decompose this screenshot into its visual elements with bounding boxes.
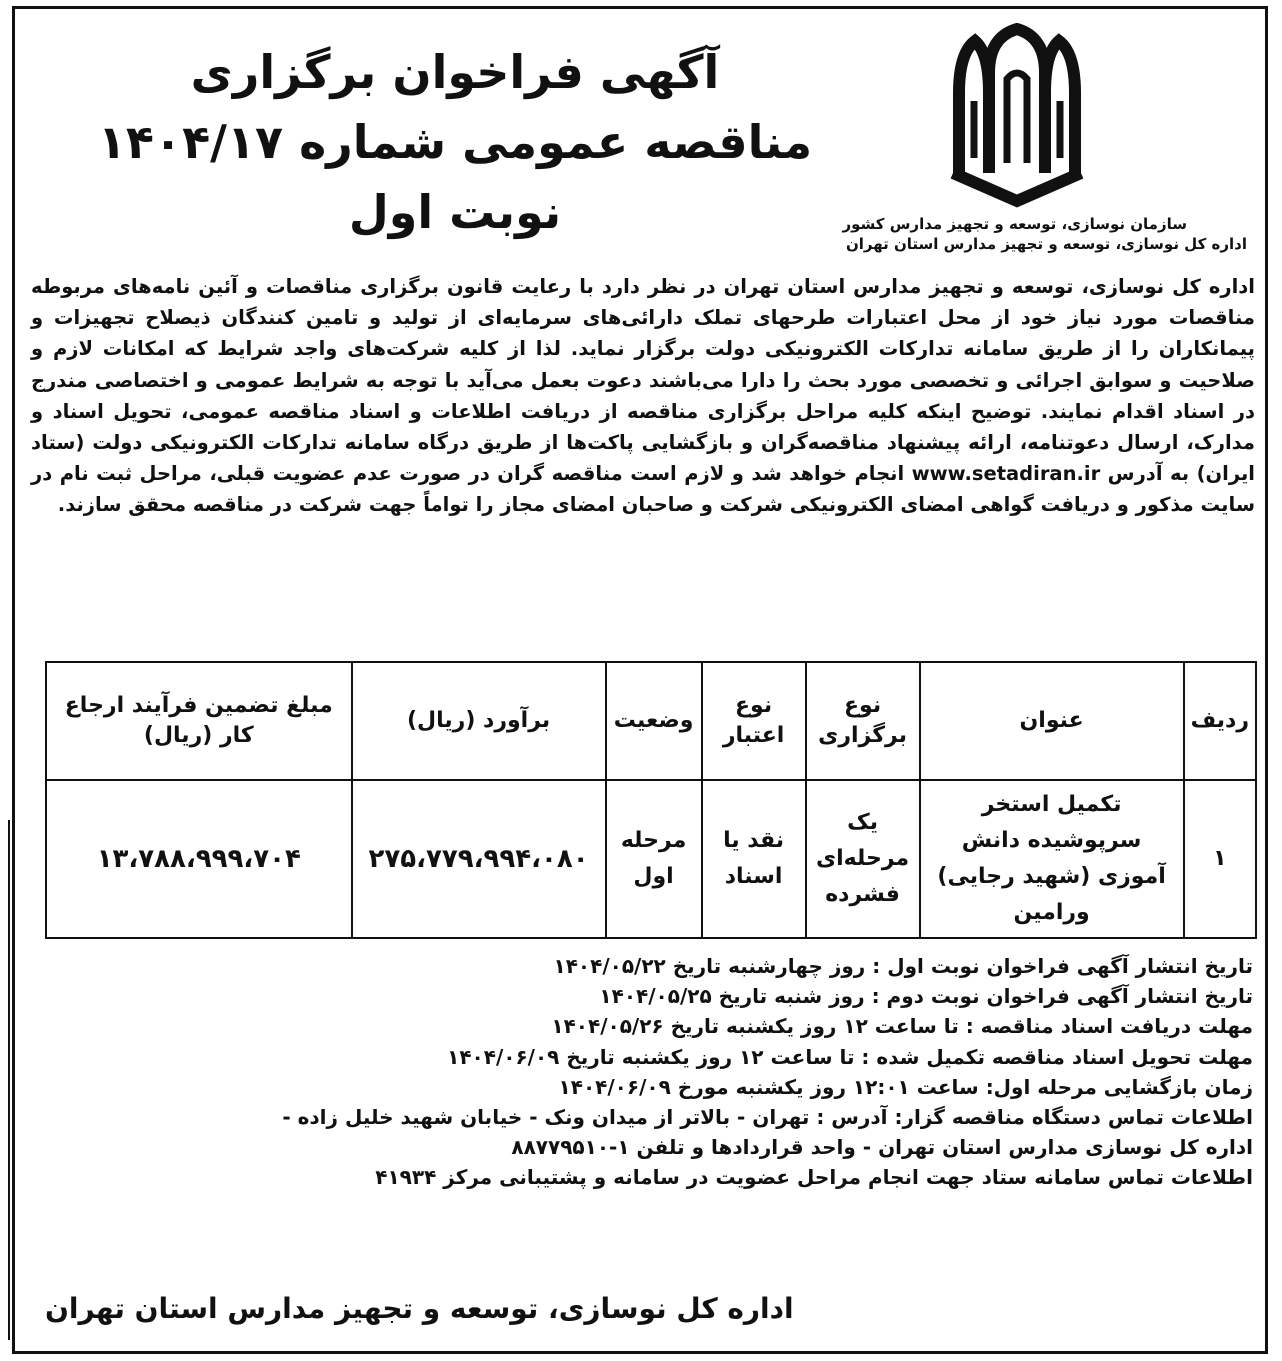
school-renovation-logo-icon — [947, 23, 1087, 208]
second-publication-date: تاریخ انتشار آگهی فراخوان نوبت دوم : روز شنبه تاریخ ۱۴۰۴/۰۵/۲۵ — [599, 984, 1253, 1009]
body-paragraph-part-2: انجام خواهد شد و لازم است مناقصه گران در صورت عدم عضویت قبلی، مراحل ثبت نام در سایت مذکور و دریافت گواهی امضای الکترونیکی شرکت و صاحبان امضای مجاز را تواماً جهت شرکت در مناقصه محقق سازند. — [31, 462, 1255, 517]
notice-body — [31, 271, 1255, 521]
title-line-2: مناقصه عمومی شماره ۱۴۰۴/۱۷ — [97, 115, 813, 169]
title-line-3: نوبت اول — [348, 185, 562, 239]
table-row — [46, 780, 1256, 938]
cell-status: مرحله اول — [606, 780, 702, 938]
org-name-provincial: اداره کل نوسازی، توسعه و تجهیز مدارس استان تهران — [845, 235, 1247, 253]
header-status: وضعیت — [606, 662, 702, 780]
setad-support-contact: اطلاعات تماس سامانه ستاد جهت انجام مراحل عضویت در سامانه و پشتیبانی مرکز ۴۱۹۳۴ — [375, 1165, 1253, 1190]
header-guarantee: مبلغ تضمین فرآیند ارجاع کار (ریال) — [46, 662, 352, 780]
org-name-national: سازمان نوسازی، توسعه و تجهیز مدارس کشور — [842, 215, 1187, 233]
cell-guarantee: ۱۳،۷۸۸،۹۹۹،۷۰۴ — [46, 780, 352, 938]
organization-block — [842, 23, 1247, 254]
body-paragraph-part-1: اداره کل نوسازی، توسعه و تجهیز مدارس استان تهران در نظر دارد با رعایت قانون برگزاری مناقصات و آئین نامه‌های مربوطه مناقصات مورد نیاز خود از محل اعتبارات طرحهای تملک دارائی‌های سرمایه‌ای از تولید و تامین کنندگان ذیصلاح تجهیزات و پیمانکاران را از طریق سامانه تدارکات الکترونیکی دولت برگزار نماید. لذا از کلیه شرکت‌های واجد شرایط که امکانات لازم و صلاحیت و سوابق اجرائی و تخصصی مورد بحث را دارا می‌باشند دعوت بعمل می‌آید با توجه به شرایط عمومی و اختصاصی مندرج در اسناد اقدام نمایند. توضیح اینکه کلیه مراحل برگزاری مناقصه از دریافت اطلاعات و اسناد مناقصه عمومی، تحویل اسناد و مدارک، ارسال دعوتنامه، ارائه پیشنهاد مناقصه‌گران و بازگشایی پاکت‌ها از طریق درگاه سامانه تدارکات الکترونیکی دولت (ستاد ایران) به آدرس — [31, 275, 1255, 486]
notice-frame — [12, 6, 1268, 1354]
header-method: نوع برگزاری — [806, 662, 920, 780]
notice-header — [15, 9, 1265, 267]
opening-time: زمان بازگشایی مرحله اول: ساعت ۱۲:۰۱ روز یکشنبه مورخ ۱۴۰۴/۰۶/۰۹ — [558, 1074, 1253, 1099]
cell-estimate: ۲۷۵،۷۷۹،۹۹۴،۰۸۰ — [352, 780, 606, 938]
footer-signature-block — [45, 1289, 1235, 1329]
cell-row-no: ۱ — [1184, 780, 1256, 938]
contact-phone: اداره کل نوسازی مدارس استان تهران - واحد قراردادها و تلفن ۱-۸۸۷۷۹۵۱۰ — [511, 1135, 1253, 1160]
tender-table — [45, 661, 1257, 939]
title-line-1: آگهی فراخوان برگزاری — [190, 45, 720, 99]
documents-receipt-deadline: مهلت دریافت اسناد مناقصه : تا ساعت ۱۲ روز یکشنبه تاریخ ۱۴۰۴/۰۵/۲۶ — [551, 1014, 1253, 1039]
contact-address: اطلاعات تماس دستگاه مناقصه گزار: آدرس : تهران - بالاتر از میدان ونک - خیابان شهید خلیل زاده - — [282, 1105, 1253, 1130]
left-margin-rule — [8, 820, 10, 1340]
setadiran-link[interactable]: www.setadiran.ir — [911, 462, 1101, 486]
cell-method: یک مرحله‌ای فشرده — [806, 780, 920, 938]
table-header-row — [46, 662, 1256, 780]
schedule-and-contacts — [29, 951, 1253, 1193]
notice-title — [75, 37, 835, 247]
first-publication-date: تاریخ انتشار آگهی فراخوان نوبت اول : روز چهارشنبه تاریخ ۱۴۰۴/۰۵/۲۲ — [553, 954, 1253, 978]
header-title: عنوان — [920, 662, 1184, 780]
footer-signature: اداره کل نوسازی، توسعه و تجهیز مدارس استان تهران — [45, 1292, 794, 1325]
cell-credit: نقد یا اسناد — [702, 780, 806, 938]
cell-title: تکمیل استخر سرپوشیده دانش آموزی (شهید رجایی) ورامین — [920, 780, 1184, 938]
header-estimate: برآورد (ریال) — [352, 662, 606, 780]
documents-submission-deadline: مهلت تحویل اسناد مناقصه تکمیل شده : تا ساعت ۱۲ روز یکشنبه تاریخ ۱۴۰۴/۰۶/۰۹ — [447, 1044, 1253, 1069]
header-row-no: ردیف — [1184, 662, 1256, 780]
header-credit: نوع اعتبار — [702, 662, 806, 780]
